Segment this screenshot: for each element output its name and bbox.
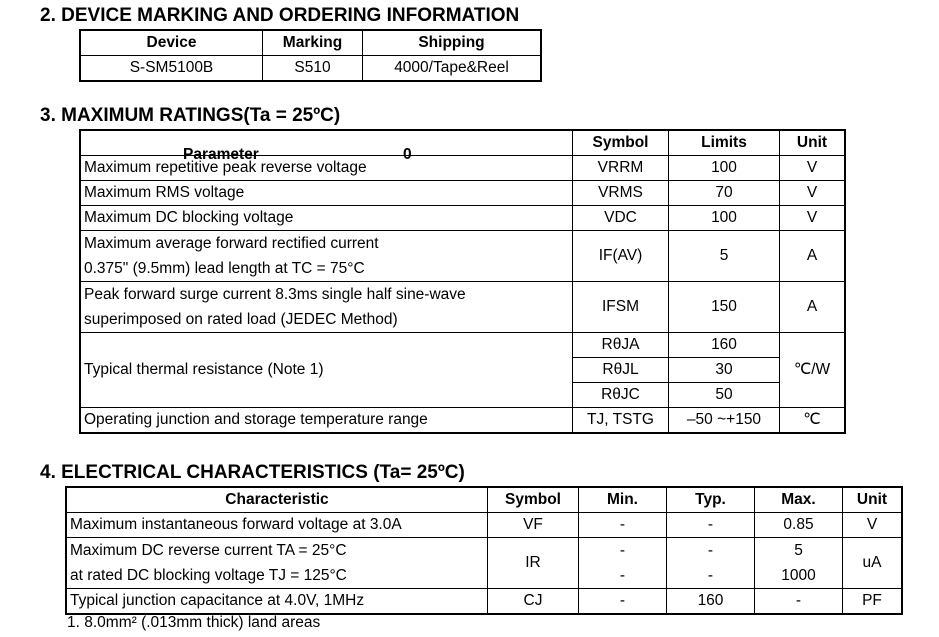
characteristic-header: Characteristic xyxy=(66,487,488,513)
unit-cell: V xyxy=(843,513,903,538)
typ-header: Typ. xyxy=(667,487,755,513)
param-line: 0.375" (9.5mm) lead length at TC = 75°C xyxy=(84,260,365,277)
characteristic-cell: Typical junction capacitance at 4.0V, 1MHz xyxy=(66,589,488,615)
table-row xyxy=(66,513,902,538)
symbol-cell: IFSM xyxy=(573,282,669,333)
parameter-header-label: Parameter xyxy=(183,146,259,163)
unit-cell: V xyxy=(780,181,846,206)
max-ratings-table xyxy=(79,129,846,434)
zero-header-label: 0 xyxy=(403,146,412,163)
limits-cell: 50 xyxy=(669,383,780,408)
typ-cell: - xyxy=(667,513,755,538)
unit-cell: PF xyxy=(843,589,903,615)
unit-cell: A xyxy=(780,282,846,333)
limits-cell: 160 xyxy=(669,333,780,358)
table-row xyxy=(66,538,902,589)
min-cell: - xyxy=(579,513,667,538)
table-row xyxy=(80,333,845,358)
ordering-table xyxy=(79,29,542,82)
unit-cell: V xyxy=(780,206,846,231)
characteristic-line: Maximum DC reverse current TA = 25°C xyxy=(70,542,347,559)
symbol-cell: IF(AV) xyxy=(573,231,669,282)
shipping-header: Shipping xyxy=(363,30,542,56)
symbol-cell: IR xyxy=(488,538,579,589)
device-value: S-SM5100B xyxy=(80,56,263,82)
param-cell xyxy=(80,282,573,333)
limits-cell: 100 xyxy=(669,156,780,181)
limits-cell: 5 xyxy=(669,231,780,282)
typ-cell: 160 xyxy=(667,589,755,615)
min-cell: - xyxy=(579,589,667,615)
table-row xyxy=(80,408,845,434)
param-cell: Maximum DC blocking voltage xyxy=(80,206,573,231)
symbol-cell: CJ xyxy=(488,589,579,615)
param-cell: Operating junction and storage temperature range xyxy=(80,408,573,434)
unit-cell: A xyxy=(780,231,846,282)
electrical-table xyxy=(65,486,903,615)
table-row xyxy=(80,181,845,206)
param-line: superimposed on rated load (JEDEC Method) xyxy=(84,311,398,328)
unit-header: Unit xyxy=(780,130,846,156)
symbol-cell: VRRM xyxy=(573,156,669,181)
unit-cell: uA xyxy=(843,538,903,589)
param-cell xyxy=(80,231,573,282)
section4-heading: 4. ELECTRICAL CHARACTERISTICS (Ta= 25ºC) xyxy=(40,462,465,483)
param-cell: Maximum repetitive peak reverse voltage xyxy=(80,156,573,181)
max-line: 1000 xyxy=(781,567,816,584)
table-row xyxy=(80,206,845,231)
limits-cell: 150 xyxy=(669,282,780,333)
unit-cell: ℃/W xyxy=(780,333,846,408)
param-cell: Maximum RMS voltage xyxy=(80,181,573,206)
symbol-cell: RθJC xyxy=(573,383,669,408)
symbol-cell: RθJA xyxy=(573,333,669,358)
shipping-value: 4000/Tape&Reel xyxy=(363,56,542,82)
min-line: - xyxy=(619,567,626,584)
param-line: Maximum average forward rectified current xyxy=(84,235,379,252)
parameter-header xyxy=(80,130,573,163)
footnote: 1. 8.0mm² (.013mm thick) land areas xyxy=(67,614,321,631)
typ-line: - xyxy=(707,567,714,584)
table-row xyxy=(80,231,845,282)
typ-line: - xyxy=(707,542,714,559)
max-cell: - xyxy=(755,589,843,615)
symbol-cell: VF xyxy=(488,513,579,538)
unit-header: Unit xyxy=(843,487,903,513)
characteristic-line: at rated DC blocking voltage TJ = 125°C xyxy=(70,567,347,584)
symbol-cell: VRMS xyxy=(573,181,669,206)
symbol-header: Symbol xyxy=(488,487,579,513)
symbol-cell: RθJL xyxy=(573,358,669,383)
symbol-cell: VDC xyxy=(573,206,669,231)
unit-cell: V xyxy=(780,156,846,181)
max-cell xyxy=(755,538,843,589)
max-header: Max. xyxy=(755,487,843,513)
limits-header: Limits xyxy=(669,130,780,156)
marking-value: S510 xyxy=(263,56,363,82)
min-line: - xyxy=(619,542,626,559)
limits-cell: 30 xyxy=(669,358,780,383)
limits-cell: 100 xyxy=(669,206,780,231)
min-cell xyxy=(579,538,667,589)
section2-heading: 2. DEVICE MARKING AND ORDERING INFORMATION xyxy=(40,5,520,26)
typ-cell xyxy=(667,538,755,589)
limits-cell: 70 xyxy=(669,181,780,206)
symbol-header: Symbol xyxy=(573,130,669,156)
symbol-cell: TJ, TSTG xyxy=(573,408,669,434)
max-cell: 0.85 xyxy=(755,513,843,538)
unit-cell: ℃ xyxy=(780,408,846,434)
marking-header: Marking xyxy=(263,30,363,56)
table-row xyxy=(66,589,902,615)
characteristic-cell xyxy=(66,538,488,589)
param-cell: Typical thermal resistance (Note 1) xyxy=(80,333,573,408)
param-line: Peak forward surge current 8.3ms single half sine-wave xyxy=(84,286,466,303)
device-header: Device xyxy=(80,30,263,56)
max-line: 5 xyxy=(794,542,803,559)
section3-heading: 3. MAXIMUM RATINGS(Ta = 25ºC) xyxy=(40,105,341,126)
min-header: Min. xyxy=(579,487,667,513)
table-row xyxy=(80,282,845,333)
characteristic-cell: Maximum instantaneous forward voltage at 3.0A xyxy=(66,513,488,538)
limits-cell: –50 ~+150 xyxy=(669,408,780,434)
